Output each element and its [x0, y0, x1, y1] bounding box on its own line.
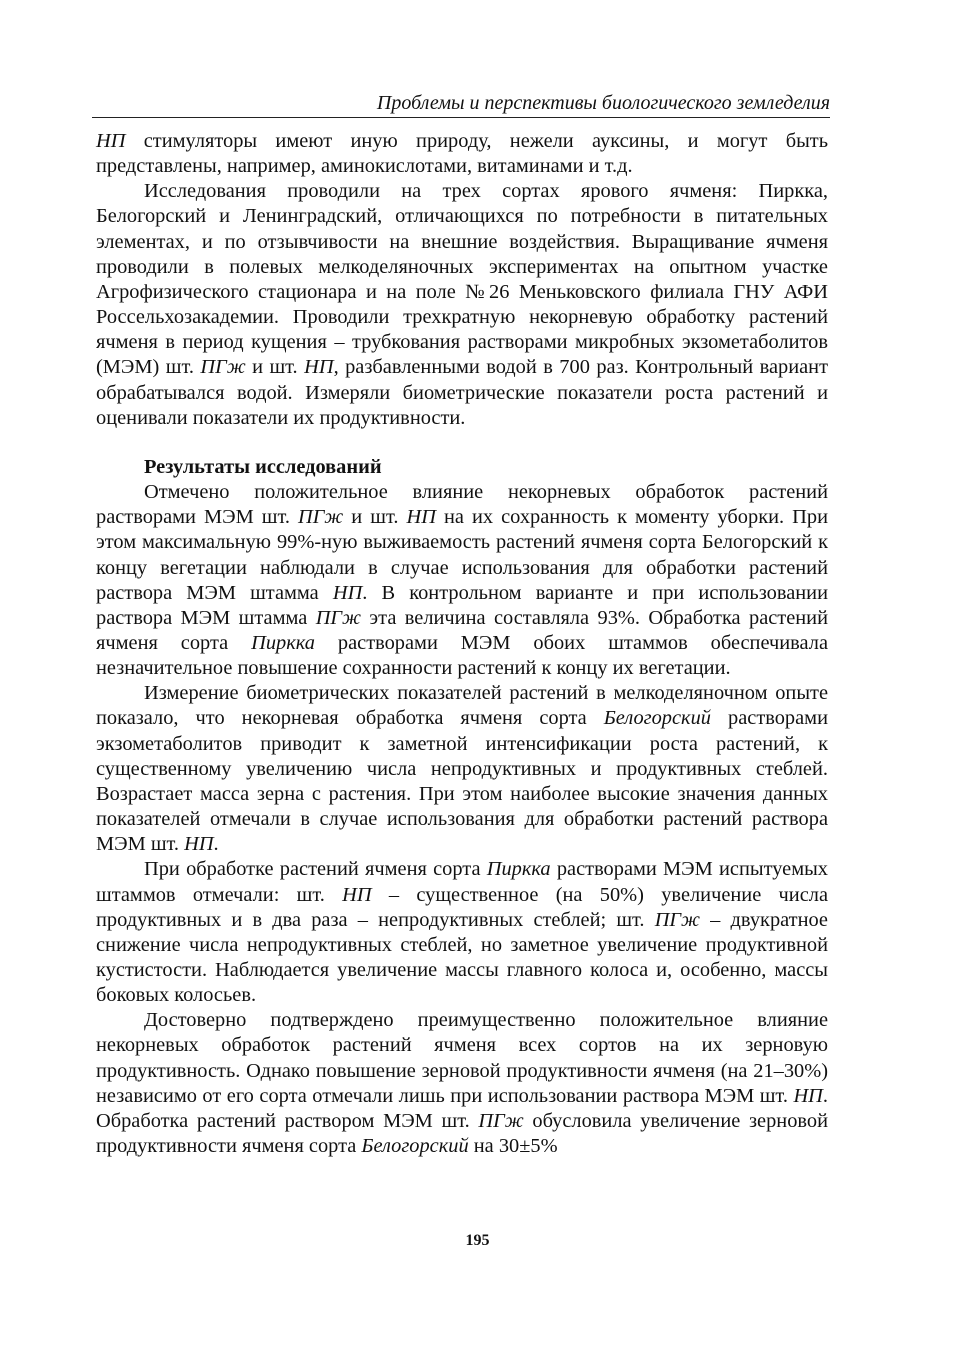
text-run: Отмечено положительное влияние некорневых обработок растений растворами МЭМ шт.: [96, 481, 828, 529]
text-run: растворами МЭМ испытуемых штаммов отмечали: шт.: [96, 858, 828, 906]
text-run: .: [213, 833, 219, 856]
paragraph-continuation: [96, 129, 828, 179]
text-run: , разбавленными водой в 700 раз. Контрольный вариант обрабатывался водой. Измеряли биометрические показатели роста растений и оценивали показатели их продуктивности.: [96, 356, 828, 429]
text-run: эта величина составляла 93%. Обработка растений ячменя сорта: [96, 606, 828, 654]
variety-belogorsky-term: Белогорский: [603, 707, 711, 730]
text-run: обусловила увеличение зерновой продуктивности ячменя сорта: [96, 1109, 828, 1158]
text-run: растворами МЭМ обоих штаммов обеспечивала незначительное повышение сохранности растений к концу их вегетации.: [96, 631, 828, 680]
running-header: Проблемы и перспективы биологического земледелия: [92, 90, 830, 118]
paragraph-methods: [96, 179, 828, 431]
page-number: 195: [465, 1232, 490, 1249]
paragraph-results-2: [96, 681, 828, 857]
text-run: – существенное (на 50%) увеличение числа продуктивных и в два раза – непродуктивных стеблей; шт.: [96, 883, 828, 931]
paragraph-results-1: [96, 480, 828, 681]
variety-pirkka-term: Пиркка: [251, 631, 315, 654]
strain-pgzh-term: ПГж: [654, 908, 700, 931]
strain-pgzh-term: ПГж: [478, 1109, 524, 1132]
section-heading: Результаты исследований: [144, 455, 382, 478]
strain-pgzh-term: ПГж: [200, 356, 246, 379]
text-run: Достоверно подтверждено преимущественно положительное влияние некорневых обработок растений ячменя всех сортов на их зерновую продуктивность. Однако повышение зерновой продуктивности ячменя (на 21–30%) независимо от его сорта отмечали лишь при использовании раствора МЭМ шт.: [96, 1009, 828, 1107]
text-run: – двукратное снижение числа непродуктивных стеблей, но заметное увеличение продуктивной кустистости. Наблюдается увеличение массы главного колоса и, особенно, массы боковых колосьев.: [96, 908, 828, 1007]
text-run: . В контрольном варианте и при использовании раствора МЭМ штамма: [96, 581, 828, 629]
text-run: При обработке растений ячменя сорта: [144, 858, 487, 881]
text-run: Исследования проводили на трех сортах ярового ячменя: Пиркка, Белогорский и Ленинградский, отличающихся по потребности в питательных элементах, и по отзывчивости на внешние воздействия. Выращивание ячменя проводили в полевых мелкоделяночных экспериментах на опытном участке Агрофизического стационара и на поле №26 Меньковского филиала ГНУ АФИ Россельхозакадемии. Проводили трехкратную некорневую обработку растений ячменя в период кущения – трубкования растворами микробных экзометаболитов (МЭМ) шт.: [96, 180, 828, 379]
variety-belogorsky-term: Белогорский: [361, 1135, 469, 1158]
variety-pirkka-term: Пиркка: [486, 858, 551, 881]
strain-np-term: НП: [184, 833, 214, 856]
strain-np-term: НП: [793, 1084, 823, 1107]
text-run: на 30±5%: [468, 1135, 558, 1158]
paragraph-results-4: [96, 1008, 828, 1159]
text-run: на их сохранность к моменту уборки. При этом максимальную 99%-ную выживаемость растений ячменя сорта Белогорский к концу вегетации наблюдали в случае использования для обработки растений раствора МЭМ штамма: [96, 506, 828, 604]
text-run: и шт.: [343, 506, 407, 529]
strain-np-term: НП: [332, 581, 363, 604]
text-run: и шт.: [245, 356, 305, 379]
text-run: Измерение биометрических показателей растений в мелкоделяночном опыте показало, что некорневая обработка ячменя сорта: [96, 682, 828, 730]
page-body: [96, 129, 828, 1159]
text-run: стимуляторы имеют иную природу, нежели ауксины, и могут быть представлены, например, аминокислотами, витаминами и т.д.: [96, 130, 828, 178]
strain-np-term: НП: [406, 506, 436, 529]
strain-np-term: НП: [304, 356, 334, 379]
paragraph-results-3: [96, 857, 828, 1008]
strain-np-term: НП: [342, 883, 372, 906]
text-run: растворами экзометаболитов приводит к заметной интенсификации роста растений, к существенному увеличению числа непродуктивных и продуктивных стеблей. Возрастает масса зерна с растения. При этом наиболее высокие значения данных показателей отмечали в случае использования для обработки растений раствора МЭМ шт.: [96, 707, 828, 856]
strain-pgzh-term: ПГж: [315, 606, 361, 629]
strain-np-term: НП: [96, 130, 126, 152]
strain-pgzh-term: ПГж: [297, 506, 344, 529]
text-run: . Обработка растений раствором МЭМ шт.: [96, 1084, 828, 1132]
